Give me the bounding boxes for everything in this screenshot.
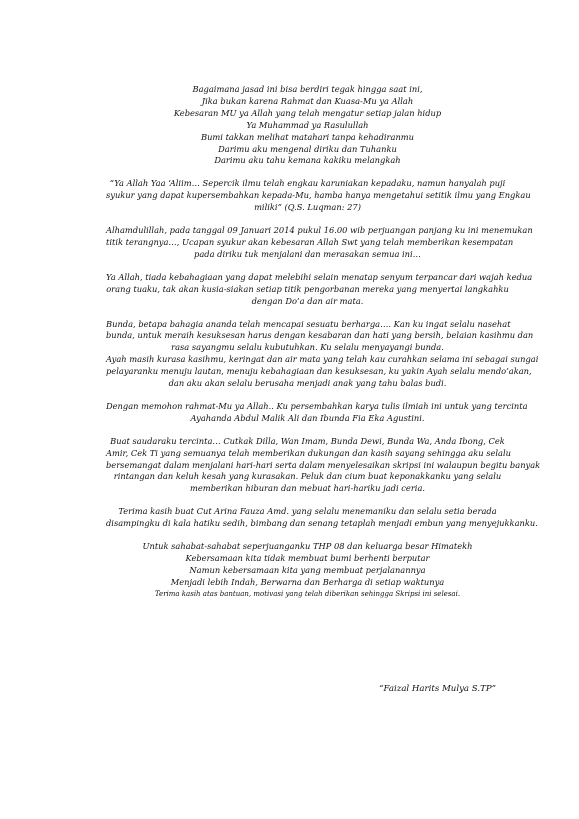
paragraph-line: Menjadi lebih Indah, Berwarna dan Berharga di setiap waktunya [170, 576, 445, 587]
siblings-paragraph [106, 435, 541, 496]
opening-poem [106, 84, 509, 167]
paragraph-line: Bunda, betapa bahagia ananda telah mencapai sesuatu berharga…. Kan ku ingat selalu nasehat [106, 318, 511, 329]
paragraph-line: rasa sayangmu selalu kubutuhkan. Ku selalu menyayangi bunda. [171, 342, 444, 353]
poem-line: Ya Muhammad ya Rasulullah [246, 119, 369, 130]
ya-allah-paragraph [106, 271, 533, 308]
paragraph-line: orang tuaku, tak akan kusia-siakan setiap titik pengorbanan mereka yang menyertai langkahku [106, 283, 509, 294]
quote-line: miliki” (Q.S. Luqman: 27) [254, 202, 361, 213]
quote-line: “Ya Allah Yaa ‘Aliim… Sepercik ilmu telah engkau karuniakan kepadaku, namun hanyalah puji [109, 178, 506, 189]
thanks-line: Terima kasih atas bantuan, motivasi yang telah diberikan sehingga Skripsi ini selesai. [154, 589, 461, 598]
dedication-paragraph [106, 400, 528, 425]
signature: “Faizal Harits Mulya S.TP” [379, 684, 496, 694]
paragraph-line: bersemangat dalam menjalani hari-hari serta dalam menyelesaikan skripsi ini walaupun begitu banyak [106, 459, 541, 470]
poem-line: Darimu aku mengenal diriku dan Tuhanku [218, 143, 397, 154]
poem-line: Bagaimana jasad ini bisa berdiri tegak hingga saat ini, [192, 84, 423, 94]
poem-line: Bumi takkan melihat matahari tanpa kehadiranmu [200, 131, 415, 142]
paragraph-line: Ayahanda Abdul Malik Ali dan Ibunda Fia Eka Agustini. [190, 412, 425, 423]
paragraph-line: Namun kebersamaan kita yang membuat perjalanannya [189, 564, 426, 575]
arina-paragraph [106, 506, 538, 530]
paragraph-line: memberikan hiburan dan mebuat hari-hariku jadi ceria. [189, 483, 426, 494]
paragraph-line: bunda, untuk meraih kesuksesan harus dengan kesabaran dan hati yang bersih, belaian kasihmu dan [106, 330, 534, 341]
paragraph-line: rintangan dan keluh kesah yang kurasakan. Peluk dan cium buat keponakkanku yang selalu [113, 471, 502, 482]
paragraph-line: dan aku akan selalu berusaha menjadi anak yang tahu balas budi. [168, 378, 447, 389]
paragraph-line: Buat saudaraku tercinta… Cutkak Dilla, Wan Imam, Bunda Dewi, Bunda Wa, Anda Ibong, Cek [110, 435, 505, 446]
parents-paragraph [106, 318, 539, 390]
poem-line: Darimu aku tahu kemana kakiku melangkah [214, 155, 401, 166]
friends-paragraph [106, 541, 509, 601]
paragraph-line: Ya Allah, tiada kebahagiaan yang dapat melebihi selain menatap senyum terpancar dari wajah kedua [106, 271, 533, 282]
paragraph-line: Kebersamaan kita tidak membuat bumi berhenti berputar [185, 553, 430, 563]
paragraph-line: Ayah masih kurasa kasihmu, keringat dan air mata yang telah kau curahkan selama ini sebagai sungai [106, 354, 539, 365]
poem-line: Kebesaran MU ya Allah yang telah mengatur setiap jalan hidup [173, 107, 442, 118]
paragraph-line: Alhamdulillah, pada tanggal 09 Januari 2014 pukul 16.00 wib perjuangan panjang ku ini menemukan [106, 225, 533, 236]
paragraph-line: Amir, Cek Ti yang semuanya telah memberikan dukungan dan kasih sayang sehingga aku selalu [106, 447, 511, 458]
paragraph-line: titik terangnya…, Ucapan syukur akan kebesaran Allah Swt yang telah memberikan kesempatan [106, 236, 514, 247]
paragraph-line: Terima kasih buat Cut Arina Fauza Amd. yang selalu menemaniku dan selalu setia berada [118, 506, 497, 517]
alhamdulillah-paragraph [106, 225, 533, 261]
paragraph-line: pada diriku tuk menjalani dan merasakan semua ini… [194, 248, 421, 259]
quote-line: syukur yang dapat kupersembahkan kepada-Mu, hamba hanya mengetahui setitik ilmu yang Engkau [106, 190, 531, 201]
paragraph-line: dengan Do’a dan air mata. [251, 295, 364, 306]
paragraph-line: pelayaranku menuju lautan, menuju kebahagiaan dan kesuksesan, ku yakin Ayah selalu mendo’akan, [106, 366, 532, 377]
quran-quote [106, 178, 531, 214]
poem-line: Jika bukan karena Rahmat dan Kuasa-Mu ya Allah [201, 95, 414, 106]
paragraph-line: disampingku di kala hatiku sedih, bimbang dan senang tetaplah menjadi embun yang menyejukkanku. [106, 518, 538, 529]
paragraph-line: Untuk sahabat-sahabat seperjuanganku THP 08 dan keluarga besar Himatekh [142, 541, 473, 552]
paragraph-line: Dengan memohon rahmat-Mu ya Allah.. Ku persembahkan karya tulis ilmiah ini untuk yang tercinta [106, 400, 528, 411]
